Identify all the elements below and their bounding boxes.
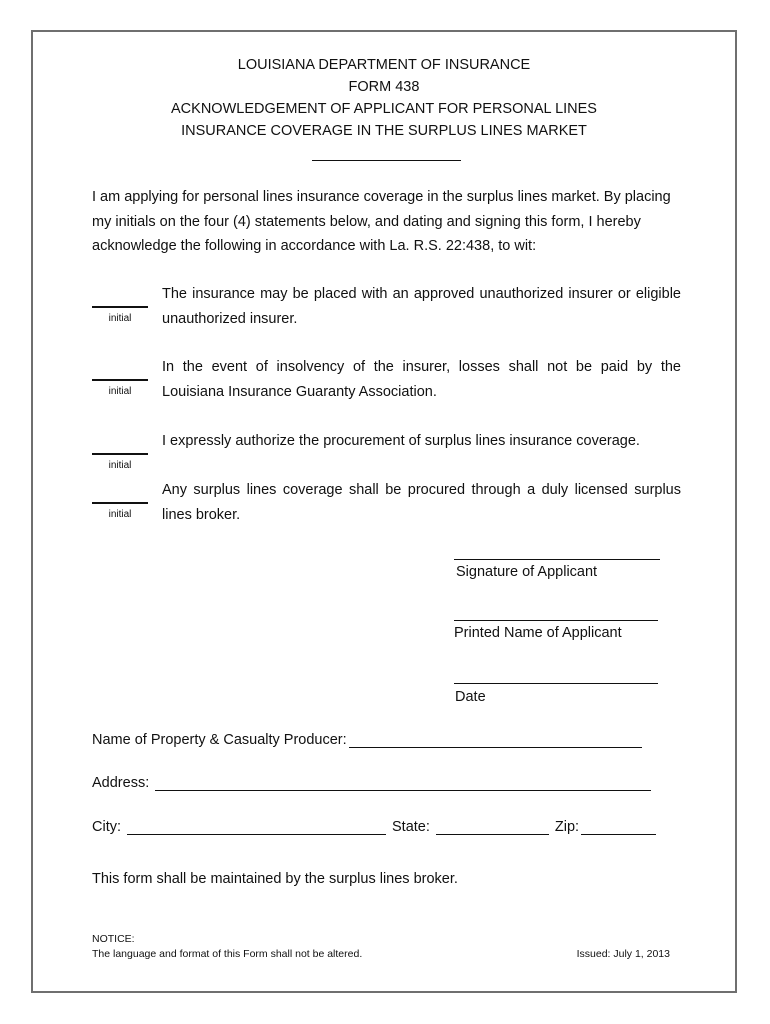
statement-3: I expressly authorize the procurement of surplus lines insurance coverage. xyxy=(162,433,640,449)
form-title-line-2: INSURANCE COVERAGE IN THE SURPLUS LINES MARKET xyxy=(181,123,587,139)
initial-label-4: initial xyxy=(108,509,132,520)
date-label: Date xyxy=(455,689,486,705)
intro-paragraph: I am applying for personal lines insurance coverage in the surplus lines market. By placing my initials on the four (4) statements below, and dating and signing this form, I hereby acknowledge the following in accordance with La. R.S. 22:438, to wit: xyxy=(92,189,671,254)
statement-1: The insurance may be placed with an approved unauthorized insurer or eligible unauthorized insurer. xyxy=(162,286,681,327)
zip-field[interactable] xyxy=(581,818,656,835)
notice-text: The language and format of this Form shall not be altered. xyxy=(92,948,363,960)
zip-label: Zip: xyxy=(554,819,580,835)
state-field[interactable] xyxy=(436,818,549,835)
form-title-line-1: ACKNOWLEDGEMENT OF APPLICANT FOR PERSONAL LINES xyxy=(171,101,597,117)
form-number: FORM 438 xyxy=(348,79,420,95)
producer-name-row xyxy=(92,730,644,750)
issued-date: Issued: July 1, 2013 xyxy=(576,948,670,960)
department-title: LOUISIANA DEPARTMENT OF INSURANCE xyxy=(237,57,531,73)
address-label: Address: xyxy=(92,775,150,791)
header-divider xyxy=(312,160,461,161)
notice-title: NOTICE: xyxy=(92,933,135,945)
date-line[interactable] xyxy=(454,683,658,684)
initial-field-2[interactable] xyxy=(92,379,148,381)
initial-label-1: initial xyxy=(108,313,132,324)
state-label: State: xyxy=(392,819,430,835)
city-label: City: xyxy=(92,819,121,835)
initial-field-3[interactable] xyxy=(92,453,148,455)
address-row xyxy=(92,773,653,793)
address-field[interactable] xyxy=(155,774,651,791)
producer-name-field[interactable] xyxy=(349,731,642,748)
printed-name-label: Printed Name of Applicant xyxy=(454,625,622,641)
statement-2: In the event of insolvency of the insurer, losses shall not be paid by the Louisiana Insurance Guaranty Association. xyxy=(162,359,681,400)
form-document xyxy=(31,30,737,993)
initial-field-1[interactable] xyxy=(92,306,148,308)
city-state-zip-row xyxy=(92,817,658,837)
maintained-note: This form shall be maintained by the surplus lines broker. xyxy=(92,871,458,887)
initial-label-3: initial xyxy=(108,460,132,471)
signature-label: Signature of Applicant xyxy=(456,564,598,580)
producer-name-label: Name of Property & Casualty Producer: xyxy=(92,732,347,748)
city-field[interactable] xyxy=(127,818,386,835)
initial-label-2: initial xyxy=(108,386,132,397)
statement-4: Any surplus lines coverage shall be procured through a duly licensed surplus lines broker. xyxy=(162,482,681,523)
initial-field-4[interactable] xyxy=(92,502,148,504)
